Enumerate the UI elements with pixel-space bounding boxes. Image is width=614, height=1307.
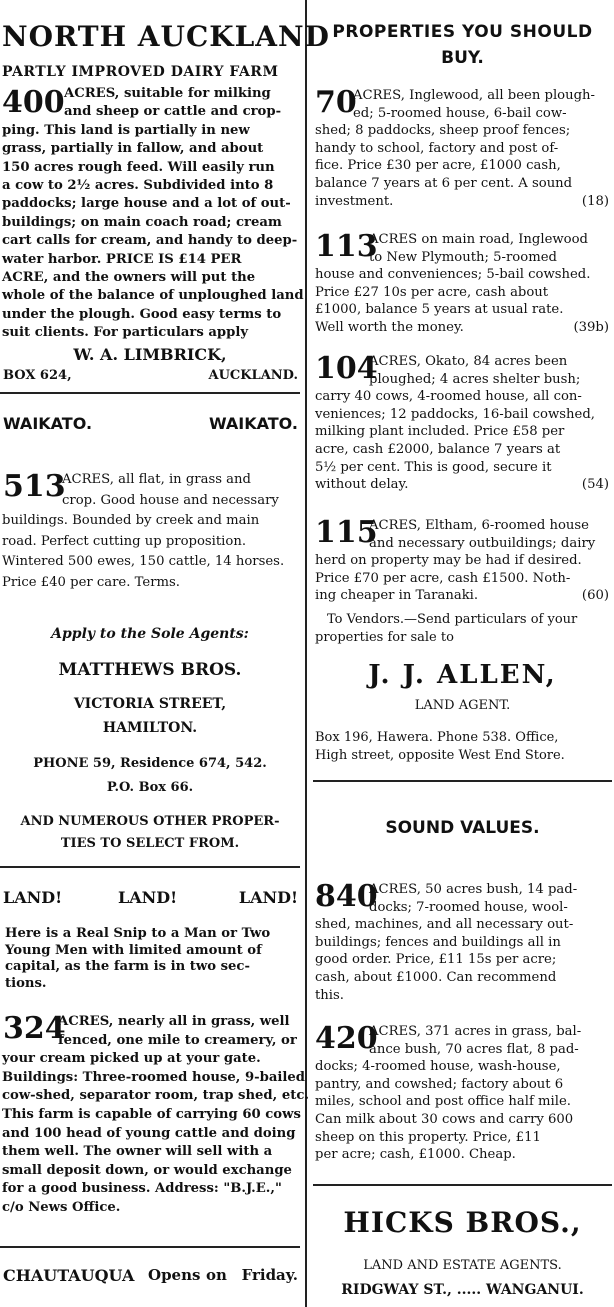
text-line: cow-shed, separator room, trap shed, etc. — [2, 1088, 309, 1104]
reference-number: (54) — [581, 477, 609, 493]
waikato-phone: PHONE 59, Residence 674, 542. — [33, 756, 267, 771]
text-line: road. Perfect cutting up proposition. — [2, 533, 247, 549]
text-line: ping. This land is partially in new — [2, 122, 250, 138]
chautauqua-title: CHAUTAUQUA — [3, 1266, 135, 1285]
text-line: without delay. (54) — [315, 477, 609, 493]
text-line: fenced, one mile to creamery, or — [58, 1032, 297, 1048]
waikato-city: HAMILTON. — [102, 720, 198, 736]
divider — [313, 780, 612, 782]
chautauqua-day: Friday. — [241, 1266, 298, 1284]
text-line: docks; 4-roomed house, wash-house, — [315, 1059, 561, 1075]
sound-values-title: SOUND VALUES. — [385, 818, 540, 838]
sound-values-role: LAND AND ESTATE AGENTS. — [363, 1258, 562, 1273]
waikato-heading-right: WAIKATO. — [208, 414, 298, 433]
text-line: ACRES, 50 acres bush, 14 pad- — [369, 882, 578, 897]
column-divider — [305, 0, 307, 1307]
text-line: grass, partially in fallow, and about — [2, 141, 264, 157]
listing-number: 420 — [315, 1021, 378, 1056]
text-line: Well worth the money. (39b) — [315, 320, 609, 335]
listing-number: 115 — [315, 515, 378, 550]
text-line: good order. Price, £11 15s per acre; — [315, 952, 557, 968]
listing-number: 104 — [315, 351, 378, 386]
text-line: for a good business. Address: "B.J.E.," — [2, 1181, 282, 1197]
reference-number: (18) — [581, 193, 609, 209]
text-line: buildings. Bounded by creek and main — [2, 513, 260, 528]
north-auckland-number: 400 — [2, 85, 65, 120]
text-line: paddocks; large house and a lot of out- — [2, 196, 291, 212]
text-line: veniences; 12 paddocks, 16-bail cowshed, — [315, 406, 595, 422]
text-line: Price £27 10s per acre, cash about — [315, 284, 549, 300]
text-line: milking plant included. Price £58 per — [315, 424, 565, 440]
sound-values-agent: HICKS BROS., — [343, 1206, 582, 1239]
waikato-agent: MATTHEWS BROS. — [58, 660, 242, 680]
text-line: Here is a Real Snip to a Man or Two — [5, 926, 271, 941]
text-line: carry 40 cows, 4-roomed house, all con- — [315, 389, 582, 405]
properties-title-1: PROPERTIES YOU SHOULD — [332, 22, 593, 42]
text-line: ACRES, all flat, in grass and — [62, 472, 251, 487]
land-heading-1: LAND! — [3, 888, 63, 907]
divider — [0, 866, 300, 868]
text-line: ACRES, suitable for milking — [64, 86, 271, 101]
reference-number: (39b) — [573, 320, 609, 335]
text-line: capital, as the farm is in two sec- — [5, 959, 250, 974]
text-line: per acre; cash, £1000. Cheap. — [315, 1147, 516, 1163]
text-line: ance bush, 70 acres flat, 8 pad- — [369, 1041, 579, 1057]
listing-number: 113 — [315, 229, 378, 264]
text-line: suit clients. For particulars apply — [2, 325, 249, 341]
text-line: shed, machines, and all necessary out- — [315, 917, 574, 933]
properties-agent: J. J. ALLEN, — [368, 660, 557, 690]
divider — [313, 1184, 612, 1186]
text-line: Can milk about 30 cows and carry 600 — [315, 1112, 574, 1127]
text-line: handy to school, factory and post of- — [315, 140, 559, 156]
text-line: acre, cash £2000, balance 7 years at — [315, 442, 561, 457]
text-line: balance 7 years at 6 per cent. A sound — [315, 176, 573, 191]
text-line: c/o News Office. — [2, 1200, 121, 1215]
text-line: and sheep or cattle and crop- — [64, 104, 282, 120]
text-line: This farm is capable of carrying 60 cows — [2, 1107, 301, 1122]
north-auckland-city: AUCKLAND. — [208, 368, 298, 383]
text-line: Price £70 per acre, cash £1500. Noth- — [315, 570, 571, 586]
text-line: this. — [315, 987, 344, 1003]
text-line: sheep on this property. Price, £11 — [315, 1129, 541, 1145]
chautauqua-opens: Opens — [148, 1266, 201, 1284]
text-line: Wintered 500 ewes, 150 cattle, 14 horses. — [2, 554, 285, 569]
chautauqua-on: on — [206, 1266, 227, 1284]
text-line: whole of the balance of unploughed land — [2, 288, 304, 304]
sound-values-address: RIDGWAY ST., ..... WANGANUI. — [341, 1282, 584, 1298]
text-line: a cow to 2½ acres. Subdivided into 8 — [2, 178, 274, 193]
text-line: ACRES on main road, Inglewood — [369, 232, 588, 247]
text-line: cart calls for cream, and handy to deep- — [2, 233, 298, 249]
text-line: 5½ per cent. This is good, secure it — [315, 459, 552, 475]
text-line: ing cheaper in Taranaki. (60) — [315, 588, 609, 604]
land-heading-2: LAND! — [118, 888, 178, 907]
properties-vendors-1: To Vendors.—Send particulars of your — [327, 612, 578, 627]
text-line: tions. — [5, 975, 47, 991]
text-line: ploughed; 4 acres shelter bush; — [369, 371, 581, 387]
text-line: house and conveniences; 5-bail cowshed. — [315, 267, 591, 283]
text-line: docks; 7-roomed house, wool- — [369, 899, 568, 915]
waikato-heading-left: WAIKATO. — [3, 414, 93, 433]
reference-number: (60) — [581, 588, 609, 604]
text-line: herd on property may be had if desired. — [315, 553, 582, 569]
text-line: miles, school and post office half mile. — [315, 1094, 571, 1110]
text-line: crop. Good house and necessary — [62, 492, 279, 508]
text-line: buildings; on main coach road; cream — [2, 214, 282, 230]
properties-title-2: BUY. — [441, 48, 484, 68]
listing-number: 70 — [315, 85, 357, 120]
text-line: ACRES, Inglewood, all been plough- — [353, 88, 595, 103]
properties-vendors-2: properties for sale to — [315, 630, 454, 645]
text-line: 150 acres rough feed. Will easily run — [2, 159, 275, 175]
north-auckland-title: NORTH AUCKLAND — [2, 20, 330, 53]
properties-role: LAND AGENT. — [414, 698, 511, 713]
text-line: water harbor. PRICE IS £14 PER — [2, 251, 242, 267]
text-line: them well. The owner will sell with a — [2, 1144, 273, 1160]
properties-address-1: Box 196, Hawera. Phone 538. Office, — [315, 730, 559, 745]
text-line: to New Plymouth; 5-roomed — [369, 249, 557, 265]
north-auckland-box: BOX 624, — [3, 368, 72, 383]
text-line: Young Men with limited amount of — [5, 942, 262, 958]
text-line: ACRES, nearly all in grass, well — [58, 1014, 290, 1029]
text-line: £1000, balance 5 years at usual rate. — [315, 302, 564, 318]
text-line: Price £40 per care. Terms. — [2, 574, 180, 590]
text-line: ed; 5-roomed house, 6-bail cow- — [353, 105, 567, 121]
text-line: investment. (18) — [315, 193, 609, 209]
waikato-number: 513 — [3, 469, 66, 504]
properties-address-2: High street, opposite West End Store. — [315, 748, 565, 763]
text-line: Buildings: Three-roomed house, 9-bailed — [2, 1069, 305, 1085]
waikato-footer-1: AND NUMEROUS OTHER PROPER- — [20, 814, 280, 829]
text-line: ACRE, and the owners will put the — [2, 270, 256, 285]
text-line: shed; 8 paddocks, sheep proof fences; — [315, 123, 571, 139]
text-line: ACRES, 371 acres in grass, bal- — [369, 1024, 582, 1039]
text-line: and 100 head of young cattle and doing — [2, 1125, 296, 1141]
north-auckland-agent: W. A. LIMBRICK, — [73, 345, 227, 364]
text-line: and necessary outbuildings; dairy — [369, 535, 596, 551]
divider — [0, 1246, 300, 1248]
land-heading-3: LAND! — [238, 888, 298, 907]
text-line: ACRES, Okato, 84 acres been — [369, 354, 568, 369]
text-line: buildings; fences and buildings all in — [315, 934, 561, 950]
listing-number: 840 — [315, 879, 378, 914]
waikato-pobox: P.O. Box 66. — [106, 780, 194, 795]
waikato-street: VICTORIA STREET, — [73, 696, 227, 712]
text-line: fice. Price £30 per acre, £1000 cash, — [315, 158, 561, 174]
text-line: small deposit down, or would exchange — [2, 1162, 292, 1178]
north-auckland-subtitle: PARTLY IMPROVED DAIRY FARM — [2, 64, 279, 80]
text-line: pantry, and cowshed; factory about 6 — [315, 1076, 564, 1092]
land-number: 324 — [3, 1011, 66, 1046]
divider — [0, 392, 300, 394]
waikato-footer-2: TIES TO SELECT FROM. — [60, 836, 240, 851]
text-line: under the plough. Good easy terms to — [2, 306, 282, 322]
text-line: your cream picked up at your gate. — [2, 1051, 261, 1067]
waikato-apply: Apply to the Sole Agents: — [51, 626, 249, 642]
text-line: ACRES, Eltham, 6-roomed house — [369, 518, 589, 533]
text-line: cash, about £1000. Can recommend — [315, 970, 557, 985]
